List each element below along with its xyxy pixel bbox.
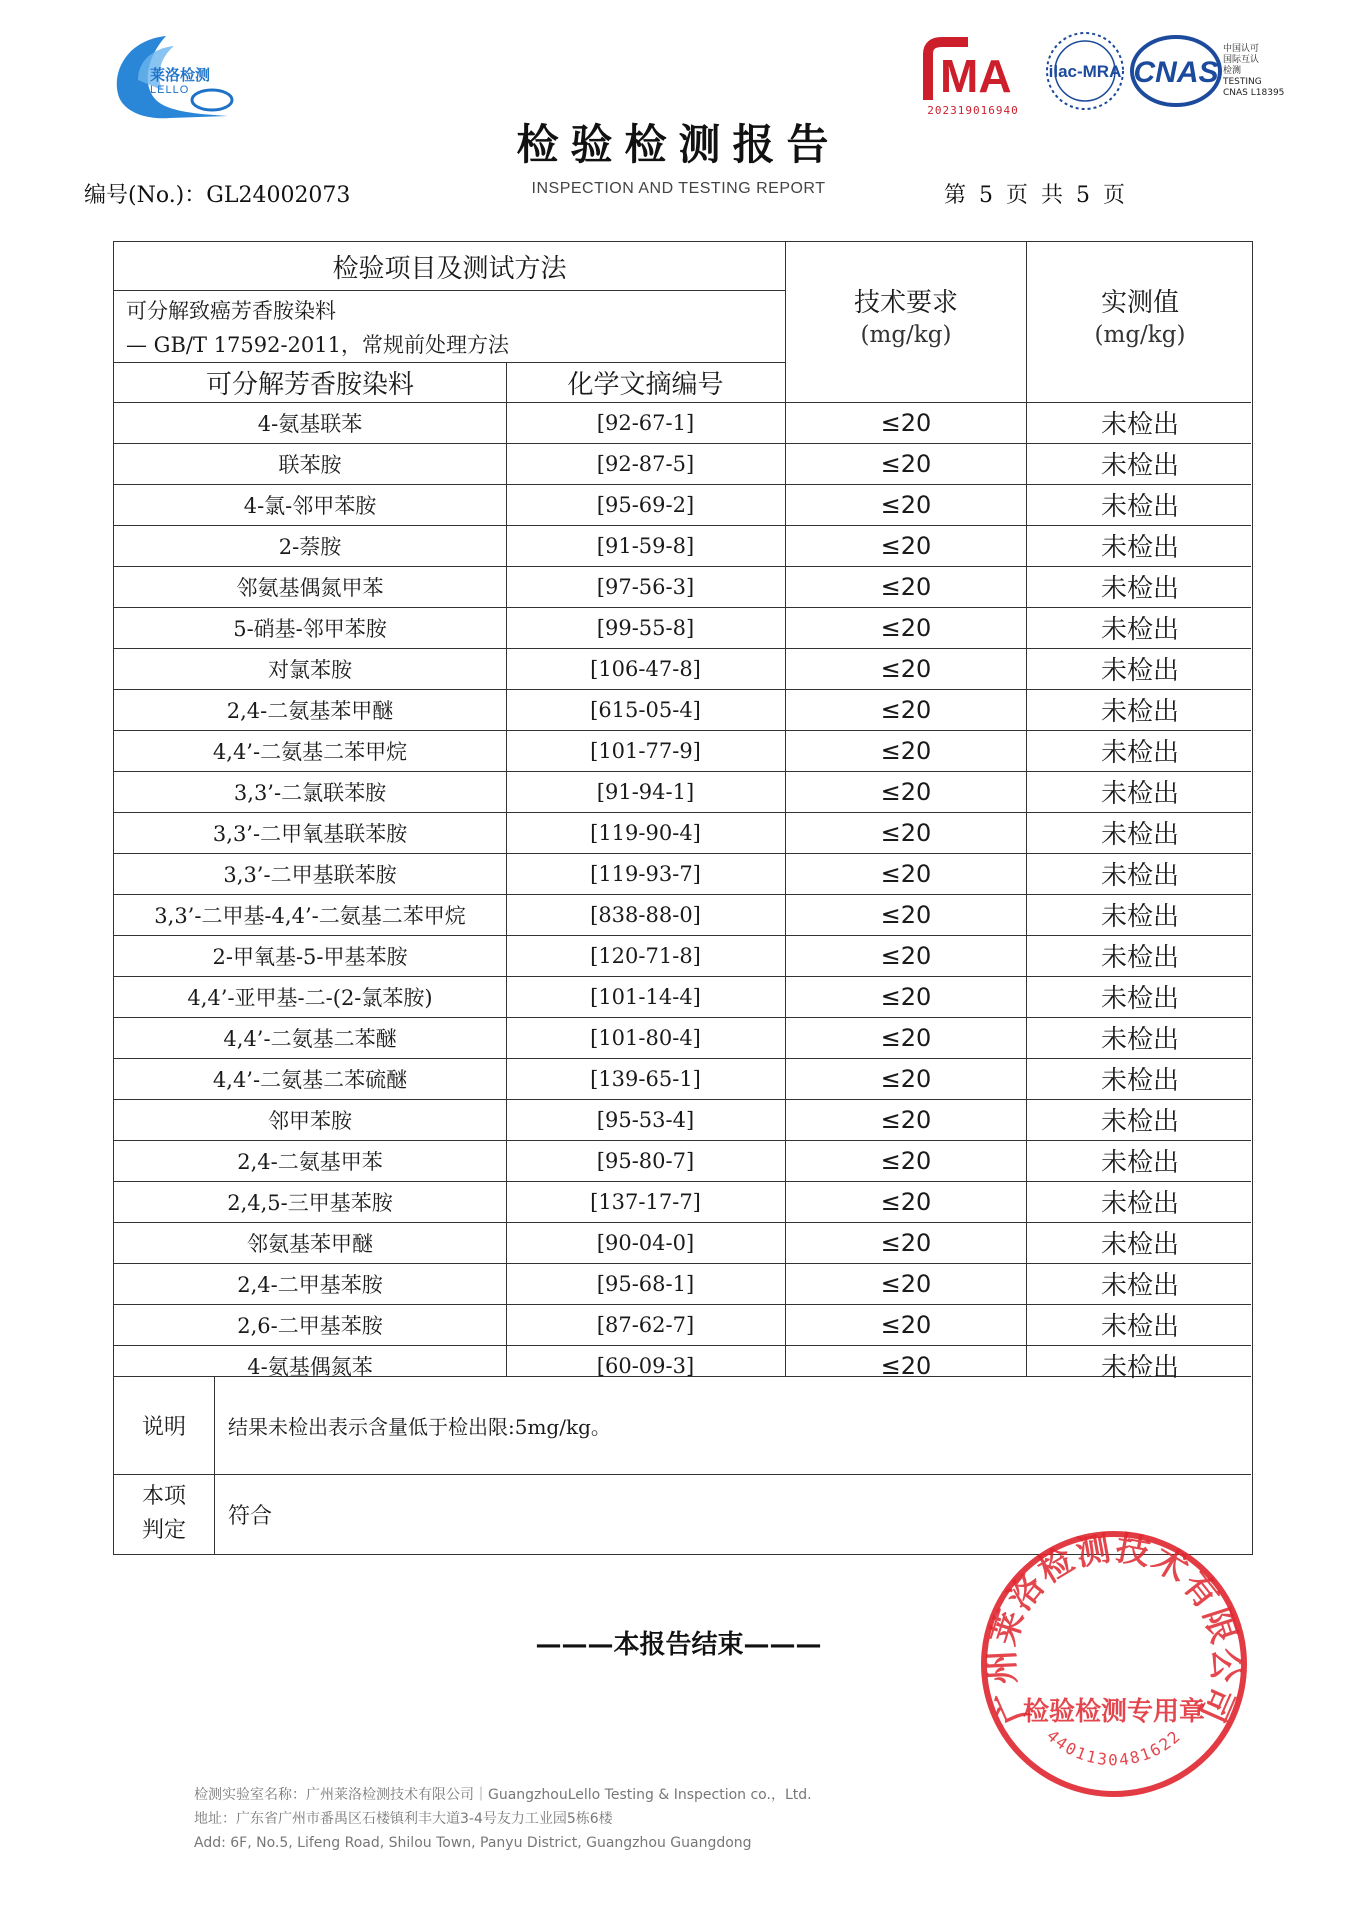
dye-name-cell: 2,4-二氨基甲苯 xyxy=(237,1149,383,1174)
ilac-mra-logo xyxy=(1042,28,1128,114)
judgement-label xyxy=(114,1476,214,1552)
cnas-logo xyxy=(1130,34,1222,108)
result-cell: 未检出 xyxy=(1100,820,1179,850)
cma-logo xyxy=(918,34,1024,108)
dye-name-cell: 2-甲氧基-5-甲基苯胺 xyxy=(212,944,408,969)
dye-name-cell: 3,3’-二氯联苯胺 xyxy=(233,780,387,805)
dye-name-cell: 联苯胺 xyxy=(278,452,342,477)
footer-address-cn: 地址：广东省广州市番禺区石楼镇利丰大道3-4号友力工业园5栋6楼 xyxy=(194,1811,613,1827)
seal-center-text: 检验检测专用章 xyxy=(1022,1697,1206,1727)
judgement-label-line: 判定 xyxy=(141,1518,186,1543)
dye-name-cell: 对氯苯胺 xyxy=(268,657,352,682)
judgement-label-line: 本项 xyxy=(141,1484,186,1509)
dye-name-cell: 4-氨基联苯 xyxy=(257,411,363,436)
result-cell: 未检出 xyxy=(1100,574,1179,604)
result-cell: 未检出 xyxy=(1100,492,1179,522)
dye-name-cell: 2-萘胺 xyxy=(278,534,342,559)
cnas-side-line: TESTING xyxy=(1223,77,1262,87)
cas-number-cell: [91-59-8] xyxy=(596,533,695,558)
cas-number-cell: [137-17-7] xyxy=(590,1189,701,1214)
requirement-cell: ≤20 xyxy=(880,490,932,519)
result-cell: 未检出 xyxy=(1100,738,1179,768)
result-cell: 未检出 xyxy=(1100,656,1179,686)
footer xyxy=(194,1783,812,1855)
dye-name-cell: 3,3’-二甲基-4,4’-二氨基二苯甲烷 xyxy=(154,903,466,928)
dye-name-cell: 邻甲苯胺 xyxy=(268,1108,352,1133)
result-cell: 未检出 xyxy=(1100,1189,1179,1219)
logo-en-text: LELLO xyxy=(150,84,190,96)
dye-name-cell: 4,4’-二氨基二苯醚 xyxy=(223,1026,397,1051)
cnas-side-line: 检测 xyxy=(1223,66,1242,76)
table-header-title: 检验项目及测试方法 xyxy=(332,253,567,284)
cas-number-cell: [92-87-5] xyxy=(596,451,695,476)
cas-number-cell: [120-71-8] xyxy=(590,943,701,968)
cas-number-cell: [90-04-0] xyxy=(596,1230,695,1255)
requirement-cell: ≤20 xyxy=(880,1269,932,1298)
report-end-mark: ———本报告结束——— xyxy=(535,1630,822,1660)
judgement-text: 符合 xyxy=(228,1503,273,1529)
dye-name-cell: 2,6-二甲基苯胺 xyxy=(237,1313,383,1338)
col-header-requirement: 技术要求 xyxy=(853,287,958,318)
result-cell: 未检出 xyxy=(1100,615,1179,645)
requirement-cell: ≤20 xyxy=(880,1023,932,1052)
cas-number-cell: [101-14-4] xyxy=(590,984,701,1009)
result-cell: 未检出 xyxy=(1100,1312,1179,1342)
cas-number-cell: [60-09-3] xyxy=(596,1353,695,1378)
requirement-cell: ≤20 xyxy=(880,695,932,724)
cas-number-cell: [615-05-4] xyxy=(590,697,701,722)
cas-number-cell: [99-55-8] xyxy=(596,615,695,640)
cas-number-cell: [101-80-4] xyxy=(590,1025,701,1050)
report-title: 检验检测报告 xyxy=(516,120,841,169)
report-number: 编号(No.)：GL24002073 xyxy=(84,183,351,208)
dye-name-cell: 4,4’-亚甲基-二-(2-氯苯胺) xyxy=(187,985,433,1010)
requirement-cell: ≤20 xyxy=(880,982,932,1011)
cas-number-cell: [95-69-2] xyxy=(596,492,695,517)
page-number: 第 5 页 共 5 页 xyxy=(944,183,1128,208)
result-cell: 未检出 xyxy=(1100,1271,1179,1301)
cas-number-cell: [139-65-1] xyxy=(590,1066,701,1091)
cas-number-cell: [101-77-9] xyxy=(590,738,701,763)
dye-name-cell: 4,4’-二氨基二苯甲烷 xyxy=(212,739,408,764)
cma-number: 202319016940 xyxy=(927,104,1019,117)
result-cell: 未检出 xyxy=(1100,451,1179,481)
cas-number-cell: [92-67-1] xyxy=(596,410,695,435)
requirement-cell: ≤20 xyxy=(880,572,932,601)
result-cell: 未检出 xyxy=(1100,697,1179,727)
dye-name-cell: 3,3’-二甲基联苯胺 xyxy=(223,862,397,887)
col-header-result-unit: (mg/kg) xyxy=(1094,322,1186,348)
requirement-cell: ≤20 xyxy=(880,449,932,478)
result-cell: 未检出 xyxy=(1100,1066,1179,1096)
dye-name-cell: 2,4-二甲基苯胺 xyxy=(237,1272,383,1297)
requirement-cell: ≤20 xyxy=(880,941,932,970)
result-cell: 未检出 xyxy=(1100,1148,1179,1178)
dye-name-cell: 4-氨基偶氮苯 xyxy=(247,1354,373,1379)
cas-number-cell: [87-62-7] xyxy=(596,1312,695,1337)
svg-text:CNAS: CNAS xyxy=(1133,56,1219,89)
result-cell: 未检出 xyxy=(1100,1230,1179,1260)
cas-number-cell: [119-93-7] xyxy=(590,861,701,886)
requirement-cell: ≤20 xyxy=(880,1064,932,1093)
requirement-cell: ≤20 xyxy=(880,736,932,765)
result-cell: 未检出 xyxy=(1100,779,1179,809)
requirement-cell: ≤20 xyxy=(880,1187,932,1216)
cas-number-cell: [119-90-4] xyxy=(590,820,701,845)
dye-name-cell: 邻氨基偶氮甲苯 xyxy=(236,575,384,600)
dye-name-cell: 4,4’-二氨基二苯硫醚 xyxy=(212,1067,408,1092)
footer-address-en: Add: 6F, No.5, Lifeng Road, Shilou Town, Panyu District, Guangzhou Guangdong xyxy=(194,1835,752,1851)
seal-number: 4401130481622 xyxy=(1043,1725,1185,1770)
result-cell: 未检出 xyxy=(1100,1353,1179,1383)
requirement-cell: ≤20 xyxy=(880,818,932,847)
dye-name-cell: 5-硝基-邻甲苯胺 xyxy=(233,616,387,641)
requirement-cell: ≤20 xyxy=(880,1105,932,1134)
note-label: 说明 xyxy=(141,1414,186,1440)
note-text: 结果未检出表示含量低于检出限:5mg/kg。 xyxy=(228,1414,611,1439)
col-header-result: 实测值 xyxy=(1100,287,1179,318)
requirement-cell: ≤20 xyxy=(880,777,932,806)
footer-lab-name: 检测实验室名称：广州莱洛检测技术有限公司｜GuangzhouLello Testing & Inspection co.，Ltd. xyxy=(194,1787,812,1803)
cas-number-cell: [838-88-0] xyxy=(590,902,701,927)
svg-text:4401130481622 xyxy=(1043,1726,1185,1769)
result-cell: 未检出 xyxy=(1100,943,1179,973)
col-header-dye: 可分解芳香胺染料 xyxy=(205,369,414,400)
cnas-side-text xyxy=(1223,44,1293,99)
method-line-1: 可分解致癌芳香胺染料 xyxy=(126,299,336,323)
dye-name-cell: 3,3’-二甲氧基联苯胺 xyxy=(212,821,408,846)
requirement-cell: ≤20 xyxy=(880,1228,932,1257)
result-cell: 未检出 xyxy=(1100,984,1179,1014)
company-seal xyxy=(978,1528,1250,1800)
dye-name-cell: 2,4,5-三甲基苯胺 xyxy=(227,1190,393,1215)
result-cell: 未检出 xyxy=(1100,1107,1179,1137)
dye-name-cell: 2,4-二氨基苯甲醚 xyxy=(226,698,394,723)
requirement-cell: ≤20 xyxy=(880,900,932,929)
dye-name-cell: 4-氯-邻甲苯胺 xyxy=(243,493,377,518)
method-line-2: — GB/T 17592-2011，常规前处理方法 xyxy=(126,333,509,357)
logo-cn-text: 莱洛检测 xyxy=(150,66,211,84)
svg-text:MA: MA xyxy=(940,50,1012,102)
cas-number-cell: [95-80-7] xyxy=(596,1148,695,1173)
requirement-cell: ≤20 xyxy=(880,1310,932,1339)
requirement-cell: ≤20 xyxy=(880,654,932,683)
requirement-cell: ≤20 xyxy=(880,531,932,560)
result-cell: 未检出 xyxy=(1100,861,1179,891)
seal-top-text: 广州莱洛检测技术有限公司 xyxy=(982,1528,1246,1730)
result-cell: 未检出 xyxy=(1100,1025,1179,1055)
dye-name-cell: 邻氨基苯甲醚 xyxy=(247,1231,373,1256)
cnas-side-line: CNAS L18395 xyxy=(1223,88,1285,98)
result-cell: 未检出 xyxy=(1100,533,1179,563)
requirement-cell: ≤20 xyxy=(880,613,932,642)
cnas-side-line: 国际互认 xyxy=(1223,55,1260,65)
cas-number-cell: [95-68-1] xyxy=(596,1271,695,1296)
cas-number-cell: [97-56-3] xyxy=(596,574,695,599)
col-header-requirement-unit: (mg/kg) xyxy=(860,322,952,348)
cnas-side-line: 中国认可 xyxy=(1223,44,1260,54)
requirement-cell: ≤20 xyxy=(880,1351,932,1380)
svg-text:ilac-MRA: ilac-MRA xyxy=(1048,62,1122,81)
requirement-cell: ≤20 xyxy=(880,408,932,437)
cas-number-cell: [95-53-4] xyxy=(596,1107,695,1132)
col-header-cas: 化学文摘编号 xyxy=(567,369,724,400)
result-cell: 未检出 xyxy=(1100,410,1179,440)
requirement-cell: ≤20 xyxy=(880,1146,932,1175)
requirement-cell: ≤20 xyxy=(880,859,932,888)
results-table xyxy=(113,241,1253,1555)
report-subtitle: INSPECTION AND TESTING REPORT xyxy=(531,180,826,197)
cas-number-cell: [91-94-1] xyxy=(596,779,695,804)
result-cell: 未检出 xyxy=(1100,902,1179,932)
cas-number-cell: [106-47-8] xyxy=(590,656,701,681)
